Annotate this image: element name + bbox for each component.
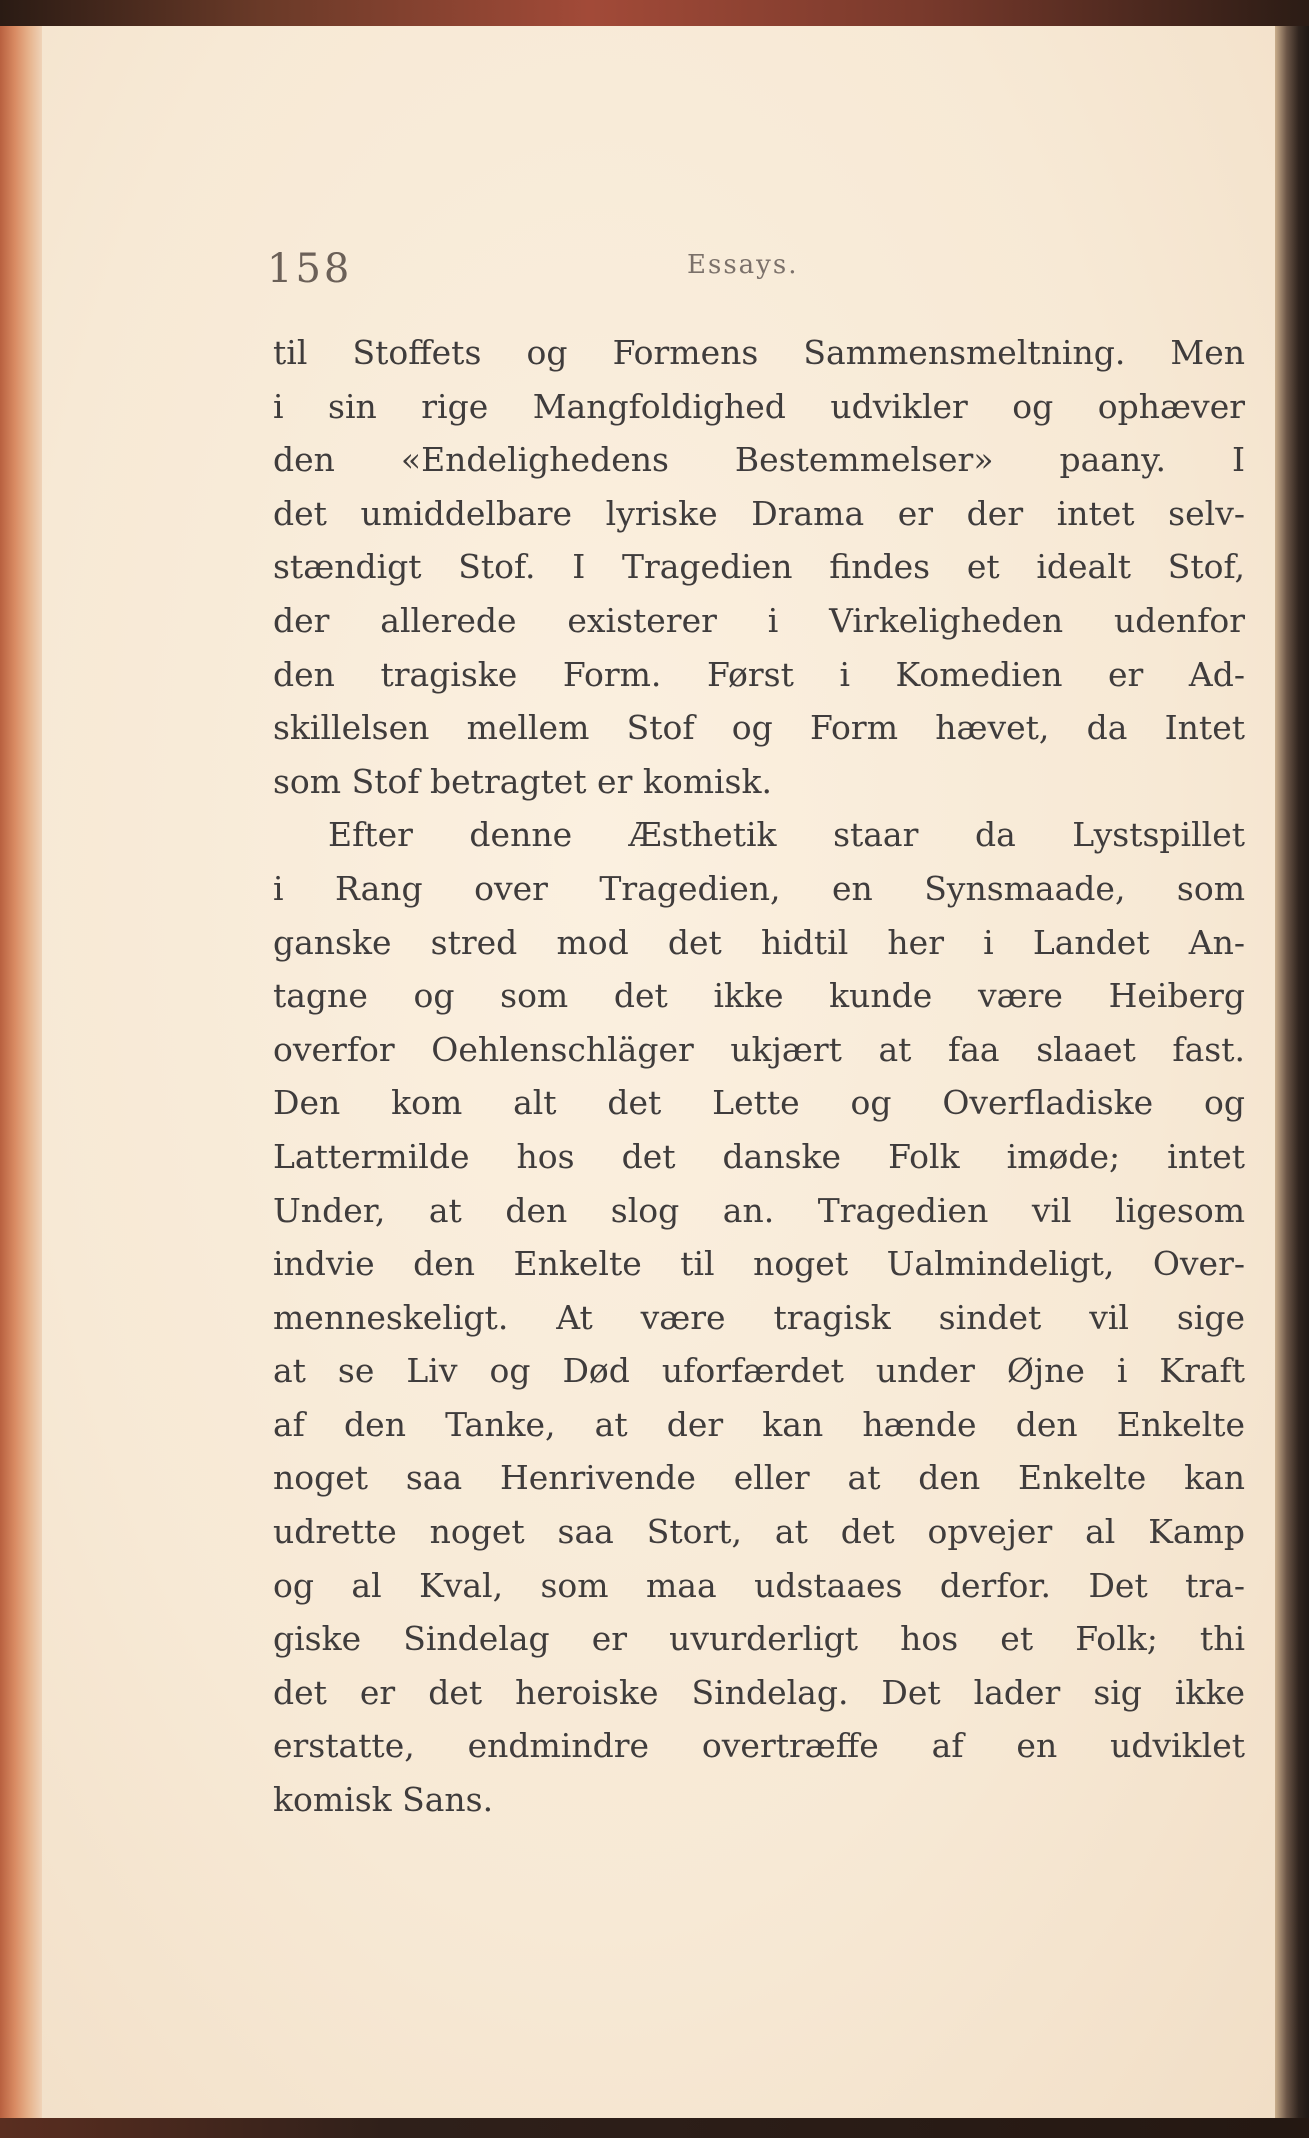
- page-number: 158: [267, 246, 353, 292]
- text-line: det umiddelbare lyriske Drama er der intet selv-: [273, 493, 1245, 533]
- text-line: at se Liv og Død uforfærdet under Øjne i Kraft: [273, 1351, 1245, 1391]
- page-edge-right: [1275, 26, 1309, 2122]
- page-edge-left: [0, 26, 42, 2122]
- text-line: Under, at den slog an. Tragedien vil ligesom: [273, 1190, 1245, 1230]
- text-line: indvie den Enkelte til noget Ualmindeligt, Over-: [273, 1244, 1245, 1284]
- text-line: skillelsen mellem Stof og Form hævet, da Intet: [273, 708, 1245, 748]
- text-line: i Rang over Tragedien, en Synsmaade, som: [273, 868, 1245, 908]
- text-line: som Stof betragtet er komisk.: [273, 761, 772, 801]
- text-line: den tragiske Form. Først i Komedien er Ad-: [273, 654, 1245, 694]
- text-line: udrette noget saa Stort, at det opvejer al Kamp: [273, 1512, 1245, 1552]
- text-line: erstatte, endmindre overtræffe af en udviklet: [273, 1726, 1245, 1766]
- text-line: komisk Sans.: [273, 1780, 494, 1820]
- text-line: af den Tanke, at der kan hænde den Enkelte: [273, 1404, 1245, 1444]
- text-line: i sin rige Mangfoldighed udvikler og ophæver: [273, 386, 1245, 426]
- text-line: Lattermilde hos det danske Folk imøde; intet: [273, 1136, 1245, 1176]
- text-line: tagne og som det ikke kunde være Heiberg: [273, 976, 1245, 1016]
- running-title: Essays.: [687, 250, 799, 280]
- binding-strip-top: [0, 0, 1309, 26]
- page-header: [42, 246, 1275, 306]
- text-line: ganske stred mod det hidtil her i Landet An-: [273, 922, 1245, 962]
- book-page: [42, 26, 1275, 2118]
- text-line: Efter denne Æsthetik staar da Lystspillet: [328, 815, 1245, 855]
- text-line: giske Sindelag er uvurderligt hos et Folk; thi: [273, 1619, 1245, 1659]
- text-line: overfor Oehlenschläger ukjært at faa slaaet fast.: [273, 1029, 1245, 1069]
- text-line: det er det heroiske Sindelag. Det lader sig ikke: [273, 1672, 1245, 1712]
- text-line: noget saa Henrivende eller at den Enkelte kan: [273, 1458, 1245, 1498]
- binding-strip-bottom: [0, 2118, 1309, 2138]
- text-line: der allerede existerer i Virkeligheden udenfor: [273, 600, 1245, 640]
- text-line: stændigt Stof. I Tragedien findes et idealt Stof,: [273, 547, 1245, 587]
- text-line: Den kom alt det Lette og Overfladiske og: [273, 1083, 1245, 1123]
- text-line: den «Endelighedens Bestemmelser» paany. I: [273, 440, 1245, 480]
- body-text: [273, 326, 1245, 1827]
- text-line: menneskeligt. At være tragisk sindet vil sige: [273, 1297, 1245, 1337]
- text-line: og al Kval, som maa udstaaes derfor. Det tra-: [273, 1565, 1245, 1605]
- text-line: til Stoffets og Formens Sammensmeltning. Men: [273, 333, 1245, 372]
